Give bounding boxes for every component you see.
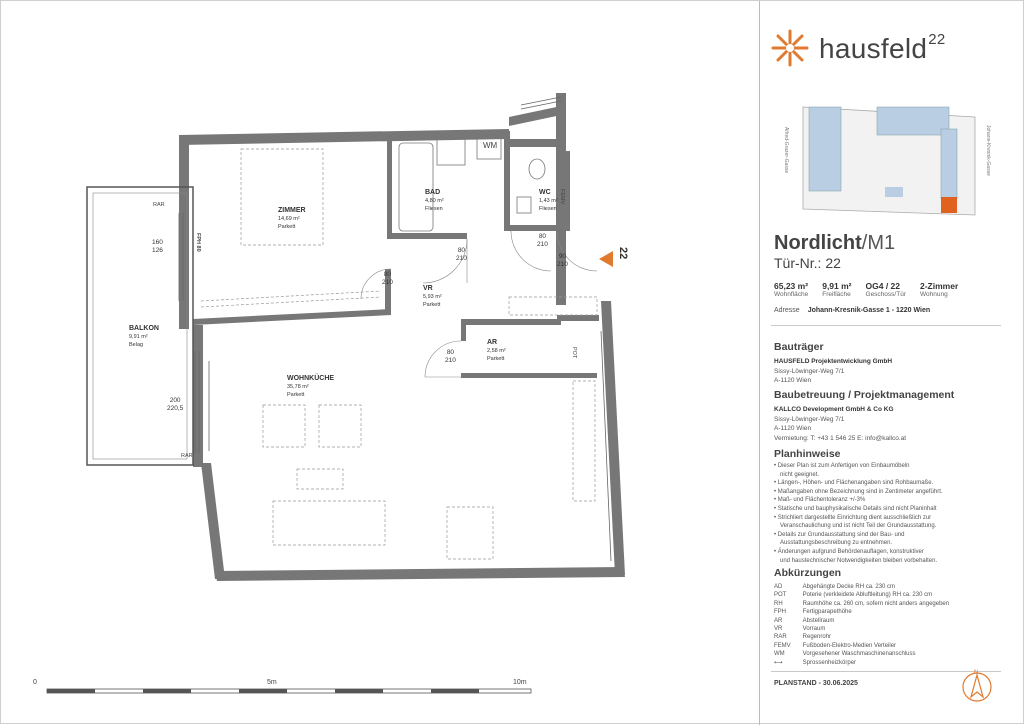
room-ar: AR 2,58 m² Parkett (487, 339, 506, 362)
dim-door-bad: 80 210 (456, 247, 467, 262)
entry-number: 22 (617, 247, 629, 260)
room-zimmer: ZIMMER 14,69 m² Parkett (278, 207, 306, 230)
wall-wc-bottom (504, 225, 570, 231)
dim-door-ar: 80 210 (445, 349, 456, 364)
hinweise-list: • Dieser Plan ist zum Anfertigen von Einbaumöbeln nicht geeignet. • Längen-, Höhen- und Flächenangaben sind Rohbaumaße. • Maßangaben ohne Bezeichnung sind in Zentimeter angeführt. • Maß- und Flächentoleranz +/-3% • Statische und bauphysikalische Details sind nicht Planinhalt • Strichliert dargestellte Einrichtung dient ausschließlich zur Veranschaulichung und ist nicht Teil der Grundausstattung. • Details zur Grundausstattung sind der Bau- und Ausstattungsbeschreibung zu entnehmen. • Änderungen aufgrund Behördenauflagen, konstruktiver und haustechnischer Notwendigkeiten bleiben vorbehalten. (774, 463, 943, 564)
brand-header (771, 29, 946, 67)
unit-location-marker (941, 197, 957, 213)
wall-top-left (179, 129, 509, 145)
kpi-freiflaeche: 9,91 m² Freifläche (822, 281, 852, 298)
wall-shaft (504, 139, 556, 147)
wall-zimmer-wohn (193, 309, 391, 325)
dim-window-wohn: 200 220,5 (167, 397, 184, 412)
wall-wc-east (566, 151, 570, 231)
fph-label: FPH 80 (195, 233, 201, 252)
bautraeger-heading: Bauträger (774, 341, 824, 353)
floor-plan-drawing (1, 1, 759, 725)
room-vr: VR 5,93 m² Parkett (423, 285, 442, 308)
scale-start: 0 (33, 679, 37, 686)
unit-title: Nordlicht/M1 (774, 232, 896, 254)
pot-label: POT (571, 347, 577, 359)
wall-ar-bottom (461, 373, 597, 378)
entry-marker-icon (599, 251, 613, 267)
planstand: PLANSTAND - 30.06.2025 (774, 680, 858, 687)
wall-east-lower (601, 301, 625, 575)
wall-ar-top-right (557, 315, 599, 321)
dim-window-zimmer: 160 126 (152, 239, 163, 254)
hinweise-heading: Planhinweise (774, 448, 841, 460)
betreuung-block: KALLCO Development GmbH & Co KG Sissy-Löwinger-Weg 7/1 A-1120 Wien Vermietung: T: +43 1 546 25 E: info@kallco.at (774, 406, 907, 442)
site-plan (773, 99, 1001, 225)
unit-kpis (774, 281, 958, 298)
abkuerzungen-table: AD Abgehängte Decke RH ca. 230 cm POT Poterie (verkleidete Abluftleitung) RH ca. 230 cm RH Raumhöhe ca. 260 cm, sofern nicht anders angegeben FPH Fertigparapethöhe AR Abstellraum VR Vorraum RAR Regenrohr FEMV Fußboden-Elektro-Medien Verteiler WM Vorgesehener Waschmaschinenanschluss ⟷ Sprossenheizkörper (774, 584, 950, 666)
room-wc: WC 1,43 m² Fliesen (539, 189, 558, 212)
dim-door-wc: 80 210 (537, 233, 548, 248)
scale-bar (47, 689, 531, 693)
wall-ar-left (461, 319, 466, 341)
wall-south (215, 567, 625, 581)
room-bad: BAD 4,80 m² Fliesen (425, 189, 444, 212)
abkuerzungen-heading: Abkürzungen (774, 567, 842, 579)
kpi-geschoss: OG4 / 22 Geschoss/Tür (865, 281, 906, 298)
divider (771, 325, 1001, 326)
rar-label-top: RAR (153, 202, 165, 208)
wall-ar-top (461, 319, 561, 325)
dim-door-entry: 90 210 (557, 253, 568, 268)
brand-name: hausfeld$^{22}$ (819, 31, 946, 64)
street-right: Johann-Kresnik-Gasse (985, 125, 991, 176)
scale-mid: 5m (267, 679, 277, 686)
room-wohnkueche: WOHNKÜCHE 35,78 m² Parkett (287, 375, 335, 398)
femv-label: FEMV (559, 189, 565, 205)
north-arrow-icon (961, 665, 993, 705)
wm-label: WM (483, 141, 498, 150)
address-line: Adresse Johann-Kresnik-Gasse 1 - 1220 Wien (774, 307, 931, 314)
wall-west-balcony (193, 325, 203, 467)
scale-end: 10m (513, 679, 527, 686)
betreuung-heading: Baubetreuung / Projektmanagement (774, 389, 955, 401)
bautraeger-block: HAUSFELD Projektentwicklung GmbH Sissy-Löwinger-Weg 7/1 A-1120 Wien (774, 358, 893, 384)
kpi-zimmer: 2-Zimmer Wohnung (919, 281, 959, 298)
wall-west-upper (179, 135, 189, 329)
kpi-wohnflaeche: 65,23 m² Wohnfläche (774, 281, 809, 298)
wall-west-lower (201, 463, 225, 579)
door-number: Tür-Nr.: 22 (774, 255, 841, 271)
wall-zimmer-bad (387, 135, 392, 239)
rar-label-bottom: RAR (181, 453, 193, 459)
svg-text:N: N (974, 670, 979, 676)
wall-bad-bottom (387, 233, 467, 239)
sun-logo-icon (771, 29, 809, 67)
dim-door-zimmer: 80 210 (382, 271, 393, 286)
room-balkon: BALKON 9,91 m² Belag (129, 325, 159, 348)
street-left: Alfred-Grazer-Gasse (783, 127, 789, 174)
